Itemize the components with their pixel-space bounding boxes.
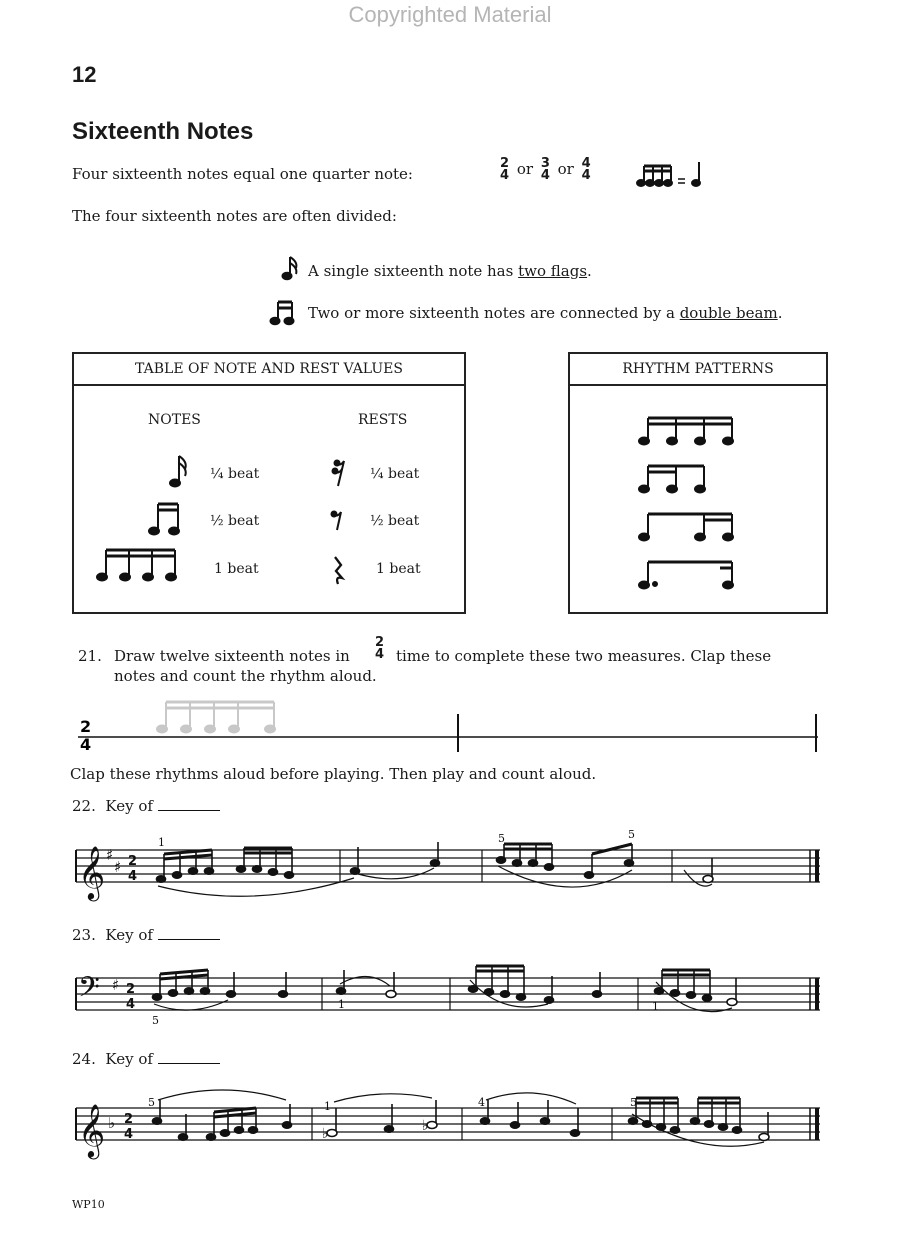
- notes-column-header: NOTES: [148, 412, 201, 428]
- svg-text:2: 2: [124, 1112, 134, 1127]
- svg-text:1: 1: [324, 1100, 331, 1113]
- svg-text:5: 5: [628, 830, 635, 841]
- sharp-icon: ♯: [114, 858, 122, 876]
- sample-sixteenth-notes: [157, 702, 275, 733]
- svg-text:2: 2: [126, 982, 136, 997]
- intro-line-2: The four sixteenth notes are often divided:: [72, 207, 397, 225]
- quarter-rest-icon: [330, 554, 348, 588]
- rests-column-header: RESTS: [358, 412, 408, 428]
- exercise-22-staff: [72, 830, 832, 904]
- exercise-23-label: 23. Key of: [72, 926, 220, 944]
- svg-text:4: 4: [126, 997, 136, 1012]
- sixteenth-equals-quarter-icon: [636, 160, 726, 190]
- table-heading: TABLE OF NOTE AND REST VALUES: [74, 354, 464, 386]
- table-row: ¼ beat: [370, 466, 420, 482]
- svg-text:4: 4: [128, 869, 138, 884]
- table-row: ½ beat: [210, 513, 260, 529]
- exercise-22-label: 22. Key of: [72, 797, 220, 815]
- clap-instruction: Clap these rhythms aloud before playing. Then play and count aloud.: [70, 765, 597, 783]
- double-beam-icon: [268, 298, 298, 328]
- table-row: ½ beat: [370, 513, 420, 529]
- sharp-icon: ♯: [106, 846, 114, 864]
- rhythm-patterns-icon: [636, 410, 756, 600]
- svg-text:2: 2: [128, 854, 138, 869]
- eighth-rest-icon: [328, 508, 348, 536]
- ts-bottom: 4: [80, 735, 92, 754]
- flat-icon: ♭: [322, 1126, 329, 1142]
- flat-icon: ♭: [422, 1118, 429, 1134]
- four-sixteenth-notes-icon: [92, 546, 188, 586]
- or-text: or: [516, 160, 534, 178]
- sixteenth-rest-icon: [330, 458, 350, 490]
- exercise-21-time-signature: 2 4: [375, 635, 385, 662]
- exercise-21-number: 21.: [78, 647, 102, 665]
- time-signature-4-4: 4 4: [581, 156, 591, 183]
- ts-top: 2: [80, 717, 92, 736]
- bass-clef-icon: 𝄢: [78, 971, 100, 1011]
- two-sixteenth-notes-icon: [144, 500, 188, 540]
- exercise-24-label: 24. Key of: [72, 1050, 220, 1068]
- treble-clef-icon: 𝄞: [78, 845, 106, 899]
- exercise-21-text-a: Draw twelve sixteenth notes in: [114, 647, 350, 665]
- table-row: 1 beat: [214, 561, 259, 577]
- svg-text:4: 4: [478, 1096, 485, 1109]
- svg-text:5: 5: [498, 832, 505, 845]
- table-row: 1 beat: [376, 561, 421, 577]
- svg-text:1: 1: [652, 1000, 659, 1013]
- exercise-21-text-b: time to complete these two measures. Clap these: [396, 647, 772, 665]
- svg-text:5: 5: [148, 1096, 155, 1109]
- footer-code: WP10: [72, 1198, 105, 1211]
- time-signature-3-4: 3 4: [540, 156, 550, 183]
- svg-text:5: 5: [630, 1096, 637, 1109]
- time-signature-2-4: 2 4: [500, 156, 510, 183]
- table-row: ¼ beat: [210, 466, 260, 482]
- single-sixteenth-text: A single sixteenth note has two flags.: [308, 262, 592, 280]
- time-signature-options: [500, 158, 591, 182]
- sixteenth-note-icon: [166, 452, 196, 492]
- svg-text:1: 1: [158, 836, 165, 849]
- flat-icon: ♭: [108, 1114, 116, 1132]
- single-sixteenth-note-icon: [280, 254, 304, 282]
- double-beam-text: Two or more sixteenth notes are connected by a double beam.: [308, 304, 783, 322]
- treble-clef-icon: 𝄞: [78, 1103, 106, 1157]
- exercise-23-staff: [72, 958, 832, 1032]
- exercise-21-rhythm-staff: [70, 692, 830, 756]
- exercise-21-text-c: notes and count the rhythm aloud.: [114, 667, 377, 685]
- svg-text:1: 1: [338, 998, 345, 1011]
- sharp-icon: ♯: [112, 976, 120, 994]
- page-title: Sixteenth Notes: [72, 118, 254, 145]
- svg-text:5: 5: [152, 1014, 159, 1027]
- exercise-24-staff: [72, 1088, 832, 1162]
- watermark: Copyrighted Material: [348, 2, 552, 27]
- intro-line-1: Four sixteenth notes equal one quarter note:: [72, 165, 413, 183]
- svg-text:4: 4: [124, 1127, 134, 1142]
- rhythm-patterns-heading: RHYTHM PATTERNS: [570, 354, 826, 386]
- or-text: or: [557, 160, 574, 178]
- page-number: 12: [72, 62, 97, 87]
